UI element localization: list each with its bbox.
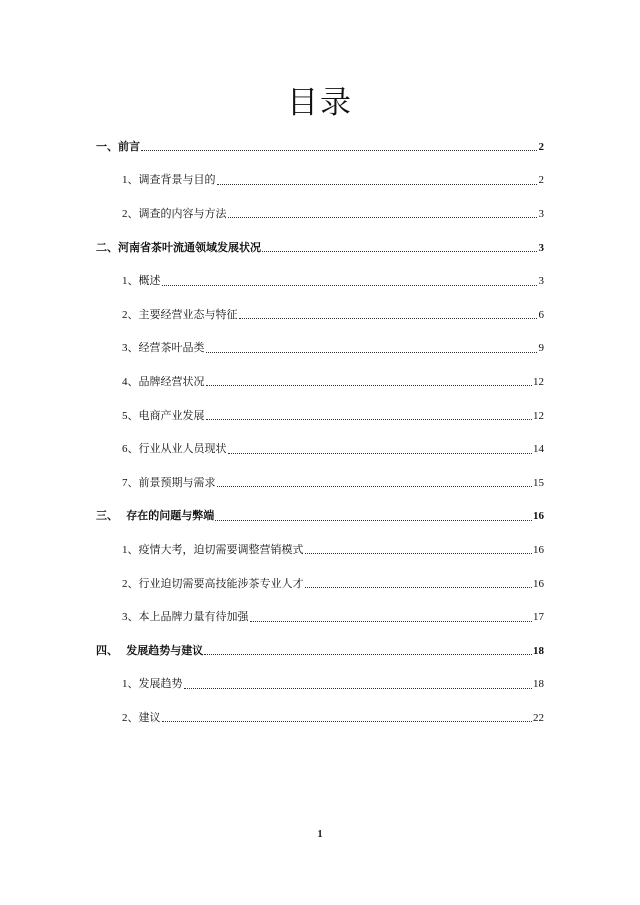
toc-entry-label: 2、主要经营业态与特征 [122,308,238,321]
toc-subsection-entry [0,365,640,399]
toc-page-number: 2 [538,140,544,153]
toc-page-number: 12 [533,409,544,422]
toc-section-entry [0,130,640,164]
toc-subsection-entry [0,668,640,702]
toc-page-number: 18 [533,678,544,691]
toc-entry-label: 3、本上品牌力量有待加强 [122,611,249,624]
toc-dot-leader [206,385,533,386]
page-number-footer: 1 [317,829,323,840]
toc-entry-label: 1、发展趋势 [122,678,183,691]
toc-subsection-entry [0,332,640,366]
toc-subsection-entry [0,399,640,433]
toc-subsection-entry [0,197,640,231]
toc-subsection-entry [0,466,640,500]
toc-entry-label: 一、前言 [96,140,140,153]
toc-subsection-entry [0,264,640,298]
toc-dot-leader [305,553,533,554]
toc-entry-label: 3、经营茶叶品类 [122,342,205,355]
toc-entry-label: 三、 存在的问题与弊端 [96,510,215,523]
page-title: 目录 [287,85,353,120]
toc-dot-leader [204,654,532,655]
toc-page-number: 17 [533,611,544,624]
toc-dot-leader [217,486,533,487]
toc-dot-leader [162,721,533,722]
toc-page-number: 16 [533,510,544,523]
toc-page-number: 2 [538,174,544,187]
toc-dot-leader [206,352,538,353]
toc-entry-label: 5、电商产业发展 [122,409,205,422]
toc-entry-label: 二、河南省茶叶流通领域发展状况 [96,241,261,254]
toc-subsection-entry [0,567,640,601]
toc-subsection-entry [0,701,640,735]
toc-section-entry [0,500,640,534]
toc-dot-leader [184,688,533,689]
toc-dot-leader [239,318,538,319]
toc-subsection-entry [0,600,640,634]
toc-page-number: 16 [533,577,544,590]
toc-subsection-entry [0,432,640,466]
toc-dot-leader [162,285,538,286]
toc-entry-label: 6、行业从业人员现状 [122,443,227,456]
toc-entry-label: 1、疫情大考，迫切需要调整营销模式 [122,543,304,556]
toc-dot-leader [141,150,537,151]
toc-entry-label: 1、调查背景与目的 [122,174,216,187]
toc-page-number: 18 [533,644,544,657]
table-of-contents [0,130,640,735]
toc-page-number: 12 [533,375,544,388]
toc-subsection-entry [0,164,640,198]
toc-subsection-entry [0,533,640,567]
toc-entry-label: 7、前景预期与需求 [122,476,216,489]
toc-entry-label: 四、 发展趋势与建议 [96,644,204,657]
toc-page-number: 22 [533,711,544,724]
toc-section-entry [0,634,640,668]
toc-page-number: 3 [538,241,544,254]
toc-entry-label: 1、概述 [122,275,161,288]
toc-entry-label: 4、品牌经营状况 [122,375,205,388]
toc-dot-leader [206,419,533,420]
toc-dot-leader [215,520,532,521]
toc-page-number: 14 [533,443,544,456]
toc-dot-leader [228,217,538,218]
toc-dot-leader [217,184,538,185]
toc-page-number: 3 [538,207,544,220]
toc-dot-leader [305,587,533,588]
toc-subsection-entry [0,298,640,332]
toc-dot-leader [262,251,537,252]
toc-section-entry [0,231,640,265]
toc-dot-leader [250,621,533,622]
toc-page-number: 15 [533,476,544,489]
toc-page-number: 16 [533,543,544,556]
toc-page-number: 3 [538,275,544,288]
toc-entry-label: 2、行业迫切需要高技能涉茶专业人才 [122,577,304,590]
toc-dot-leader [228,453,533,454]
toc-entry-label: 2、建议 [122,711,161,724]
toc-page-number: 6 [538,308,544,321]
toc-entry-label: 2、调查的内容与方法 [122,207,227,220]
toc-page-number: 9 [538,342,544,355]
